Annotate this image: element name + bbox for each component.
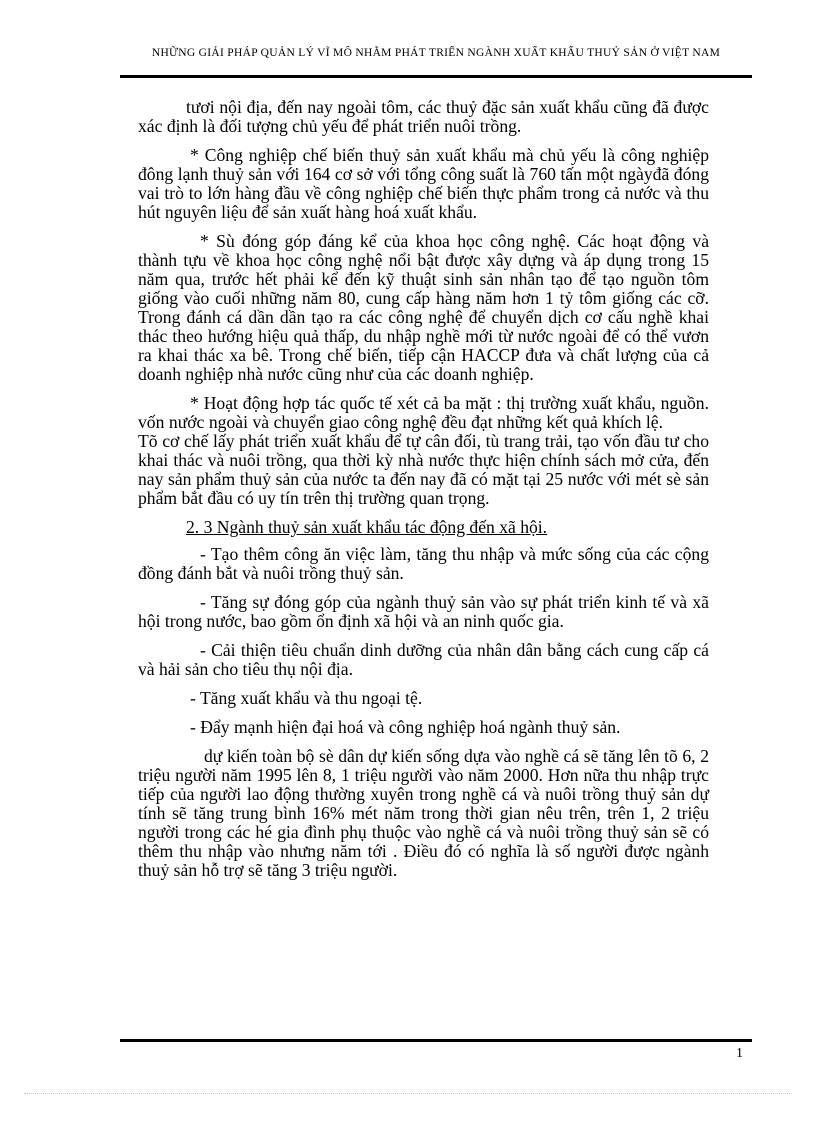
paragraph-international-cooperation [138, 394, 709, 508]
paragraph-continuation: tươi nội địa, đến nay ngoài tôm, các thuỷ đặc sản xuất khẩu cũng đã được xác định là đối tượng chủ yếu để phát triển nuôi trồng. [138, 97, 709, 136]
bullet-modernization: - Đẩy mạnh hiện đại hoá và công nghiệp hoá ngành thuỷ sản. [190, 717, 621, 737]
page-break-line [24, 1093, 792, 1094]
bullet-nutrition: - Cải thiện tiêu chuẩn dinh dưỡng của nhân dân bằng cách cung cấp cá và hải sản cho tiêu thụ nội địa. [138, 640, 709, 679]
page-header-title: NHỮNG GIẢI PHÁP QUẢN LÝ VĨ MÔ NHẰM PHÁT TRIỂN NGÀNH XUẤT KHẨU THUỶ SẢN Ở VIỆT NAM [151, 47, 721, 59]
footer-rule [120, 1039, 752, 1042]
paragraph-cooperation-part-b: Tõ cơ chế lấy phát triển xuất khẩu để tự cân đối, tù trang trải, tạo vốn đầu tư cho khai thác và nuôi trồng, qua thời kỳ nhà nước thực hiện chính sách mở cửa, đến nay sản phẩm thuỷ sản của nước ta đến nay đã có mặt tại 25 nước với mét sè sản phẩm bắt đầu có uy tín trên thị trường quan trọng. [138, 431, 709, 508]
paragraph-processing-industry: * Công nghiệp chế biến thuỷ sản xuất khẩu mà chủ yếu là công nghiệp đông lạnh thuỷ sản với 164 cơ sở với tổng công suất là 760 tấn một ngàyđã đóng vai trò to lớn hàng đầu về công nghiệp chế biến thực phẩm trong cả nước và thu hút nguyên liệu để sản xuất hàng hoá xuất khẩu. [138, 145, 709, 222]
bullet-economy: - Tăng sự đóng góp của ngành thuỷ sản vào sự phát triển kinh tế và xã hội trong nước, bao gồm ổn định xã hội và an ninh quốc gia. [138, 592, 709, 631]
header-rule [120, 75, 752, 78]
paragraph-science-technology: * Sù đóng góp đáng kể của khoa học công nghệ. Các hoạt động và thành tựu về khoa học công nghệ nổi bật được xây dựng và áp dụng trong 15 năm qua, trước hết phải kể đến kỹ thuật sinh sản nhân tạo để tạo nguồn tôm giống vào cuối những năm 80, cung cấp hàng năm hơn 1 tỷ tôm giống các cỡ. Trong đánh cá dần dần tạo ra các công nghệ để chuyển dịch cơ cấu nghề khai thác theo hướng hiệu quả thấp, du nhập nghề mới từ nước ngoài để có thể vươn ra khai thác xa bê. Trong chế biến, tiếp cận HACCP đưa và chất lượng của cả doanh nghiệp nhà nước cũng như của các doanh nghiệp. [138, 231, 709, 384]
bullet-jobs: - Tạo thêm công ăn việc làm, tăng thu nhập và mức sống của các cộng đồng đánh bắt và nuôi trồng thuỷ sản. [138, 544, 709, 583]
bullet-exports: - Tăng xuất khẩu và thu ngoại tệ. [190, 688, 423, 708]
paragraph-cooperation-part-a: * Hoạt động hợp tác quốc tế xét cả ba mặt : thị trường xuất khẩu, nguồn. vốn nước ngoài và chuyển giao công nghệ đều đạt những kết quả khích lệ. [138, 393, 709, 432]
page-number: 1 [736, 1046, 743, 1061]
section-heading: 2. 3 Ngành thuỷ sản xuất khẩu tác động đến xã hội. [186, 517, 548, 537]
document-body [138, 98, 709, 890]
paragraph-forecast: dự kiến toàn bộ sè dân dự kiến sống dựa vào nghề cá sẽ tăng lên tõ 6, 2 triệu người năm 1995 lên 8, 1 triệu người vào năm 2000. Hơn nữa thu nhập trực tiếp của người lao động thường xuyên trong nghề cá và nuôi trồng thuỷ sản dự tính sẽ tăng trung bình 16% mét năm trong thời gian nêu trên, trên 1, 2 triệu người trong các hé gia đình phụ thuộc vào nghề cá và nuôi trồng thuỷ sản sẽ có thêm thu nhập vào nhưng năm tới . Điều đó có nghĩa là số người được ngành thuỷ sản hỗ trợ sẽ tăng 3 triệu người. [138, 746, 709, 880]
